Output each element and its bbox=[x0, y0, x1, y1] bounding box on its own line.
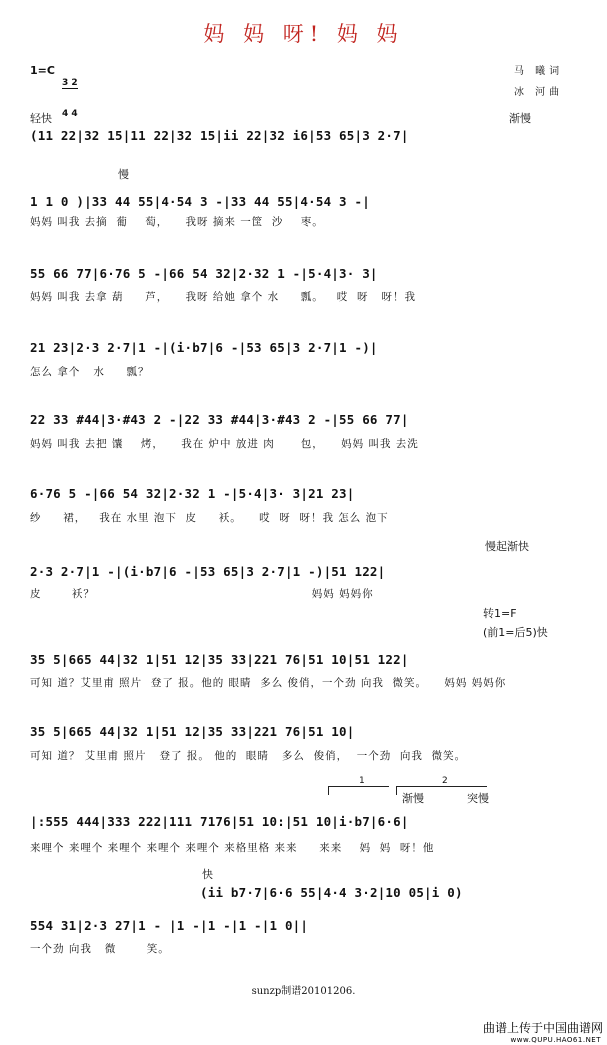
tempo-mark: 轻快 bbox=[30, 112, 52, 125]
score-line-12: (ii b7·7|6·6 55|4·4 3·2|10 05|i 0) bbox=[200, 885, 463, 900]
lyrics-line-2: 妈妈 叫我 去摘 葡 萄， 我呀 摘来 一筐 沙 枣。 bbox=[30, 216, 324, 228]
lyrics-line-9: 可知 道？ 艾里甫 照片 登了 报。 他的 眼睛 多么 俊俏， 一个劲 向我 微笑。 bbox=[30, 750, 467, 762]
first-ending-number: 1 bbox=[359, 776, 365, 786]
composer-credit: 冰 河曲 bbox=[514, 87, 564, 98]
score-line-6: 6·76 5 -|66 54 32|2·32 1 -|5·4|3· 3|21 23| bbox=[30, 486, 355, 501]
second-ending-bracket bbox=[396, 776, 487, 795]
site-watermark-url: www.QUPU.HAO61.NET bbox=[510, 1036, 601, 1044]
lyrics-line-5: 妈妈 叫我 去把 馕 烤， 我在 炉中 放进 肉 包， 妈妈 叫我 去洗 bbox=[30, 438, 419, 450]
tempo-mark: 慢 bbox=[118, 168, 129, 181]
lyrics-line-8: 可知 道？艾里甫 照片 登了 报。他的 眼睛 多么 俊俏，一个劲 向我 微笑。 妈妈 妈妈你 bbox=[30, 677, 507, 689]
tempo-mark: (前1=后5)快 bbox=[483, 626, 548, 639]
score-line-2: 1 1 0 )|33 44 55|4·54 3 -|33 44 55|4·54 3 -| bbox=[30, 194, 370, 209]
tempo-mark: 快 bbox=[202, 868, 213, 881]
tempo-mark: 渐慢 bbox=[402, 792, 424, 805]
meter-bottom: 4 4 bbox=[62, 109, 78, 119]
lyrics-line-4: 怎么 拿个 水 瓢？ bbox=[30, 366, 150, 378]
score-line-11: 554 31|2·3 27|1 - |1 -|1 -|1 -|1 0|| bbox=[30, 918, 309, 933]
time-signature bbox=[62, 58, 78, 129]
score-line-10: |:555 444|333 222|111 7176|51 10:|51 10|i·b7|6·6| bbox=[30, 814, 409, 829]
score-line-4: 21 23|2·3 2·7|1 -|(i·b7|6 -|53 65|3 2·7|1 -)| bbox=[30, 340, 378, 355]
meter-top: 3 2 bbox=[62, 78, 78, 88]
lyrics-line-3: 妈妈 叫我 去拿 葫 芦， 我呀 给她 拿个 水 瓢。 哎 呀 呀！我 bbox=[30, 291, 416, 303]
lyrics-line-11: 一个劲 向我 微 笑。 bbox=[30, 943, 170, 955]
song-title: 妈 妈 呀! 妈 妈 bbox=[203, 22, 404, 46]
score-line-9: 35 5|665 44|32 1|51 12|35 33|221 76|51 10| bbox=[30, 724, 355, 739]
score-line-5: 22 33 #44|3·#43 2 -|22 33 #44|3·#43 2 -|55 66 77| bbox=[30, 412, 409, 427]
score-line-7: 2·3 2·7|1 -|(i·b7|6 -|53 65|3 2·7|1 -)|51 122| bbox=[30, 564, 386, 579]
transcriber-credit: sunzp制谱20101206. bbox=[251, 986, 356, 997]
tempo-mark: 渐慢 bbox=[509, 112, 531, 125]
tempo-mark: 慢起渐快 bbox=[485, 540, 529, 553]
second-ending-number: 2 bbox=[442, 776, 448, 786]
tempo-mark: 突慢 bbox=[467, 792, 489, 805]
lyrics-line-10: 来哩个 来哩个 来哩个 来哩个 来哩个 来格里格 来来 来来 妈 妈 呀！他 bbox=[30, 842, 435, 854]
lyricist-credit: 马 曦词 bbox=[514, 66, 564, 77]
key-signature: 1=C bbox=[30, 64, 55, 77]
score-line-8: 35 5|665 44|32 1|51 12|35 33|221 76|51 10|51 122| bbox=[30, 652, 409, 667]
lyrics-line-7: 皮 袄？ 妈妈 妈妈你 bbox=[30, 588, 374, 600]
score-line-3: 55 66 77|6·76 5 -|66 54 32|2·32 1 -|5·4|3· 3| bbox=[30, 266, 378, 281]
tempo-mark: 转1=F bbox=[483, 607, 517, 620]
site-watermark: 曲谱上传于中国曲谱网 bbox=[482, 1021, 603, 1035]
score-line-1: (11 22|32 15|11 22|32 15|ii 22|32 i6|53 65|3 2·7| bbox=[30, 128, 409, 143]
lyrics-line-6: 纱 裙， 我在 水里 泡下 皮 袄。 哎 呀 呀！我 怎么 泡下 bbox=[30, 512, 389, 524]
first-ending-bracket bbox=[328, 776, 389, 795]
